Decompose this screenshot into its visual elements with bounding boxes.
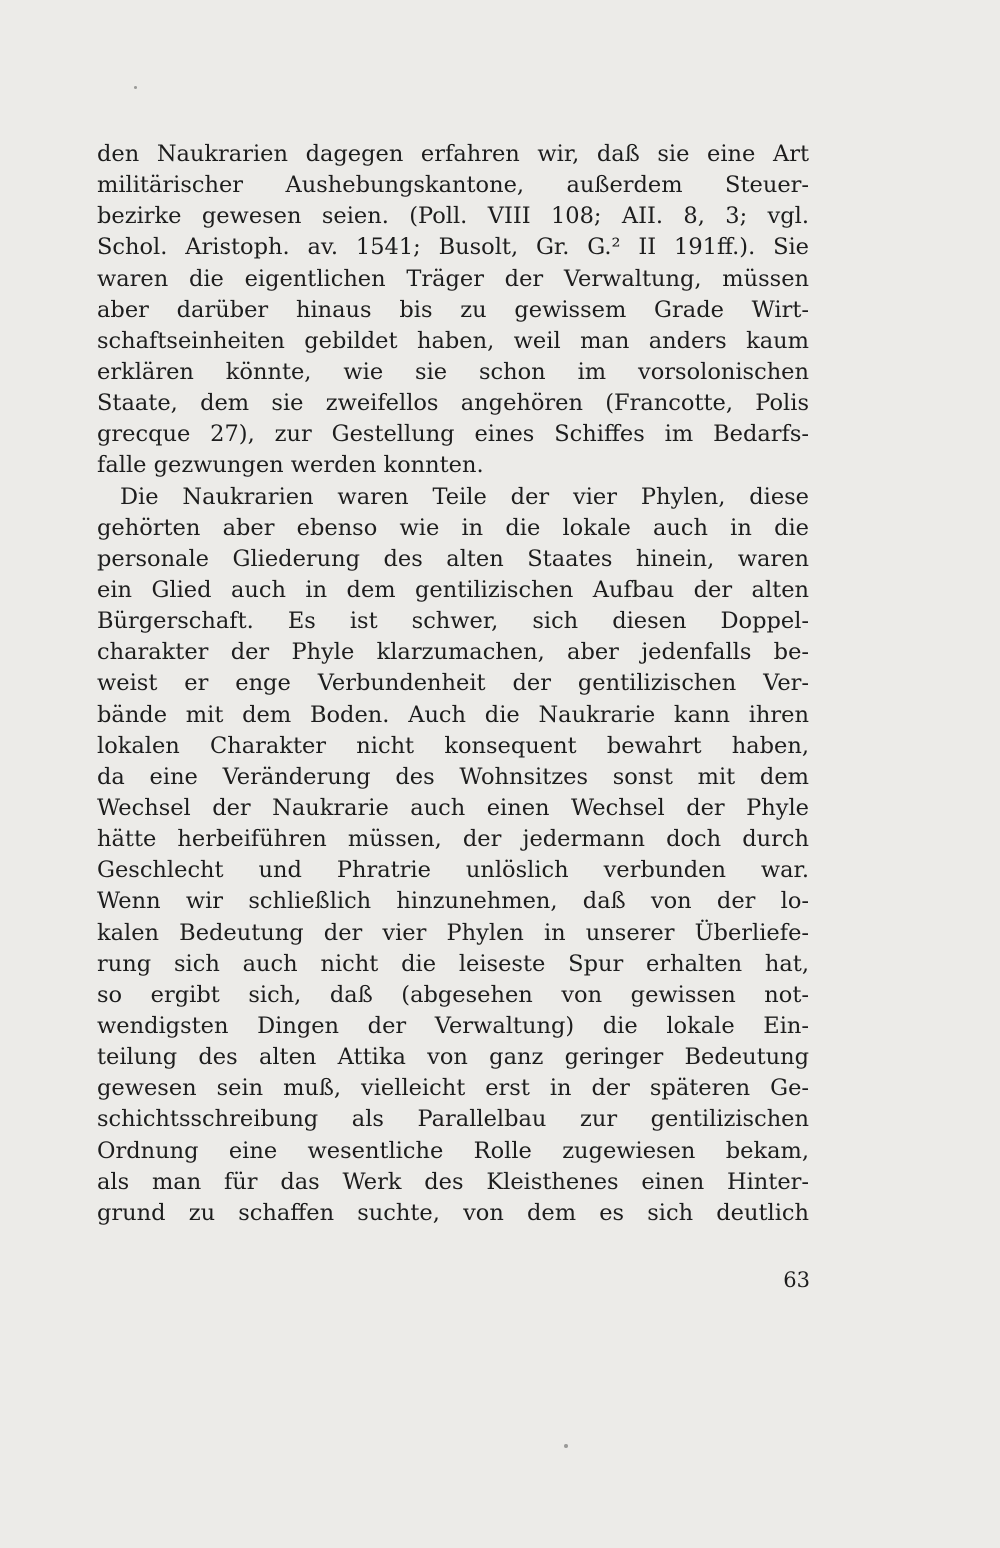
text-line: so ergibt sich, daß (abgesehen von gewissen not- [97, 981, 809, 1008]
text-line: Schol. Aristoph. av. 1541; Busolt, Gr. G.² II 191ff.). Sie [97, 234, 809, 261]
text-line: Die Naukrarien waren Teile der vier Phylen, diese [120, 483, 809, 510]
text-line: aber darüber hinaus bis zu gewissem Grade Wirt- [97, 296, 809, 323]
text-line: Ordnung eine wesentliche Rolle zugewiesen bekam, [97, 1137, 809, 1164]
text-line: bände mit dem Boden. Auch die Naukrarie kann ihren [97, 701, 809, 728]
paper-speck [134, 86, 137, 89]
paper-speck [564, 1444, 568, 1448]
text-line: grund zu schaffen suchte, von dem es sich deutlich [97, 1199, 809, 1226]
text-line: schichtsschreibung als Parallelbau zur gentilizischen [97, 1106, 809, 1133]
body-text [97, 139, 809, 1229]
paragraph-2 [97, 482, 809, 1229]
text-line: personale Gliederung des alten Staates hinein, waren [97, 545, 809, 572]
text-line: bezirke gewesen seien. (Poll. VIII 108; AII. 8, 3; vgl. [97, 203, 809, 230]
text-line: Staate, dem sie zweifellos angehören (Francotte, Polis [97, 390, 809, 417]
text-line: lokalen Charakter nicht konsequent bewahrt haben, [97, 732, 809, 759]
text-line: militärischer Aushebungskantone, außerdem Steuer- [97, 172, 809, 199]
text-line: den Naukrarien dagegen erfahren wir, daß sie eine Art [97, 141, 809, 167]
text-line: falle gezwungen werden konnten. [97, 452, 484, 479]
text-line: rung sich auch nicht die leiseste Spur erhalten hat, [97, 950, 809, 977]
text-line: Bürgerschaft. Es ist schwer, sich diesen Doppel- [97, 608, 809, 635]
text-line: weist er enge Verbundenheit der gentilizischen Ver- [97, 670, 809, 697]
text-line: Geschlecht und Phratrie unlöslich verbunden war. [97, 857, 809, 884]
text-line: grecque 27), zur Gestellung eines Schiffes im Bedarfs- [97, 421, 809, 448]
text-line: teilung des alten Attika von ganz geringer Bedeutung [97, 1044, 809, 1071]
page-number: 63 [783, 1268, 810, 1292]
text-line: gewesen sein muß, vielleicht erst in der späteren Ge- [97, 1075, 809, 1102]
text-line: da eine Veränderung des Wohnsitzes sonst mit dem [97, 763, 809, 790]
text-line: waren die eigentlichen Träger der Verwaltung, müssen [97, 265, 809, 292]
text-line: hätte herbeiführen müssen, der jedermann doch durch [97, 826, 809, 853]
text-line: Wechsel der Naukrarie auch einen Wechsel der Phyle [97, 794, 809, 821]
text-line: gehörten aber ebenso wie in die lokale auch in die [97, 514, 809, 541]
text-line: schaftseinheiten gebildet haben, weil man anders kaum [97, 327, 809, 354]
text-line: wendigsten Dingen der Verwaltung) die lokale Ein- [97, 1012, 809, 1039]
text-line: charakter der Phyle klarzumachen, aber jedenfalls be- [97, 639, 809, 666]
text-line: kalen Bedeutung der vier Phylen in unserer Überliefe- [97, 919, 809, 946]
text-line: erklären könnte, wie sie schon im vorsolonischen [97, 358, 809, 385]
text-line: Wenn wir schließlich hinzunehmen, daß von der lo- [97, 888, 809, 915]
text-line: ein Glied auch in dem gentilizischen Aufbau der alten [97, 576, 809, 603]
paragraph-1 [97, 139, 809, 482]
text-line: als man für das Werk des Kleisthenes einen Hinter- [97, 1168, 809, 1195]
